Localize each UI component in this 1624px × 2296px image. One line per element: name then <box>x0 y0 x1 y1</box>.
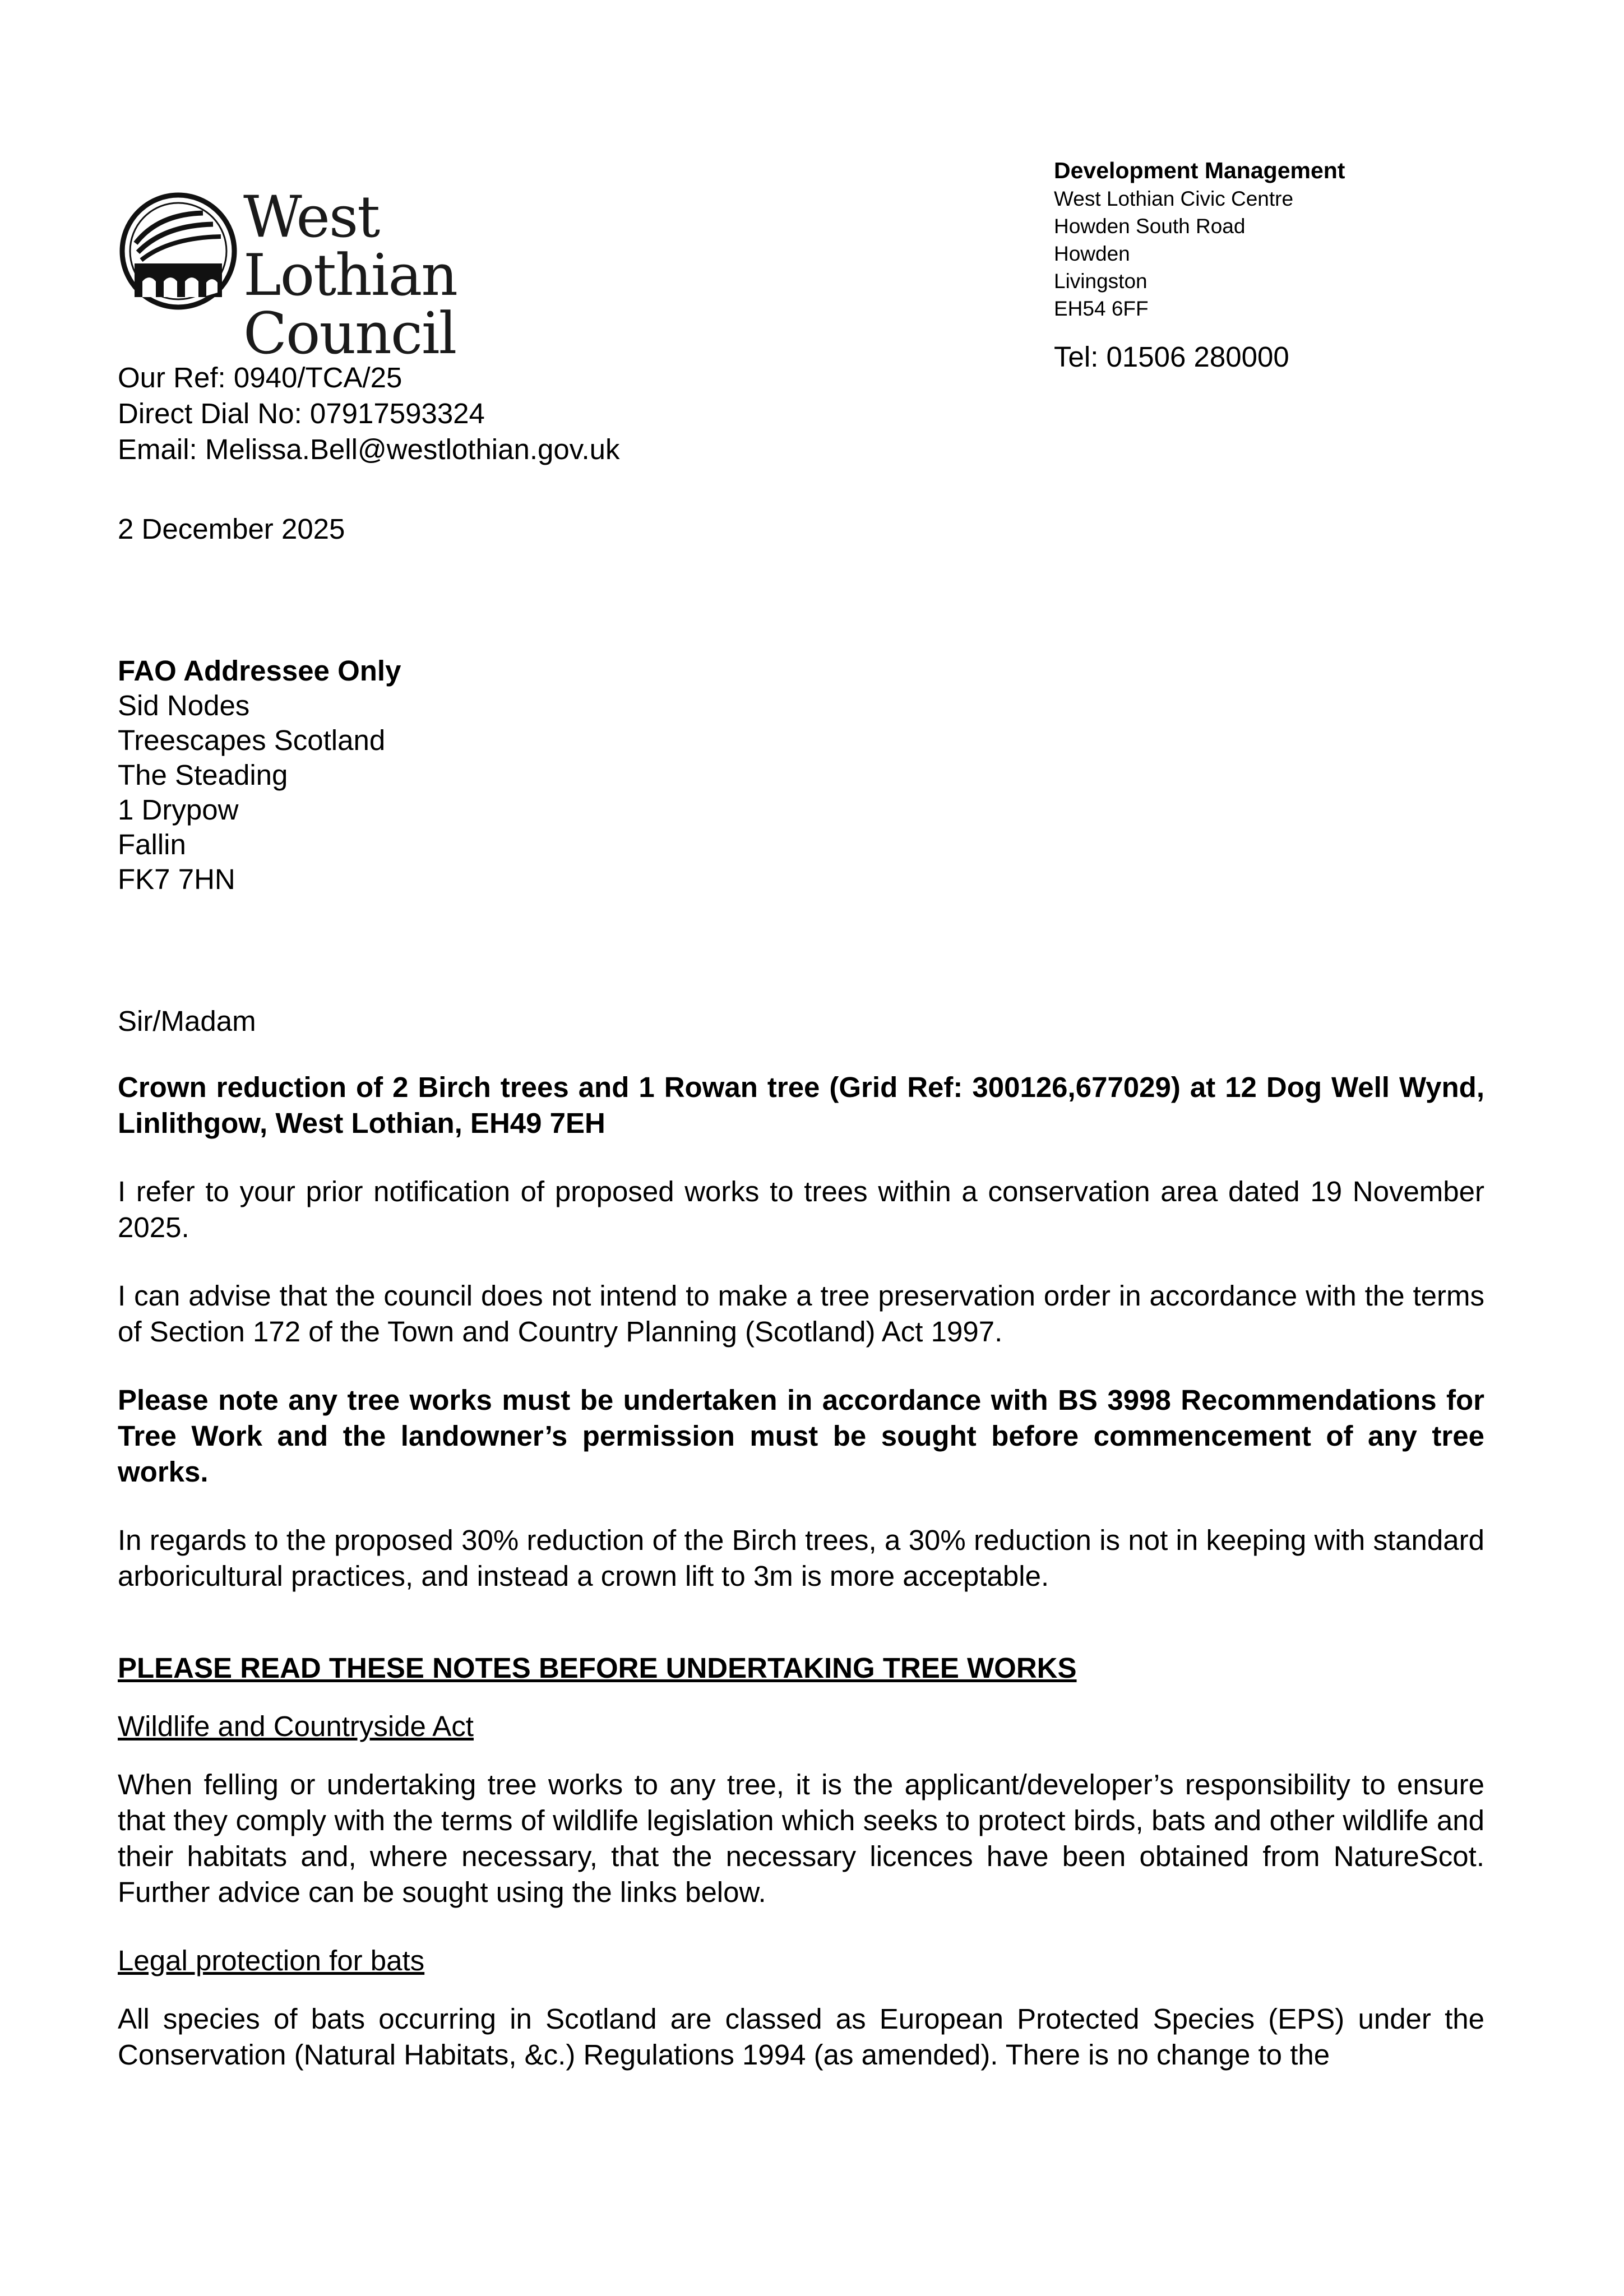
paragraph-birch-reduction: In regards to the proposed 30% reduction of the Birch trees, a 30% reduction is not in keeping with standard arboricultural practices, and instead a crown lift to 3m is more acceptable. <box>118 1524 1484 1592</box>
return-address <box>1054 156 1558 375</box>
bats-protection-heading: Legal protection for bats <box>118 1945 425 1976</box>
department-name: Development Management <box>1054 158 1345 183</box>
recipient-line: Fallin <box>118 828 186 860</box>
recipient-line: Sid Nodes <box>118 689 250 721</box>
logo-wordmark <box>243 184 580 367</box>
direct-dial: Direct Dial No: 07917593324 <box>118 397 485 429</box>
notes-heading: PLEASE READ THESE NOTES BEFORE UNDERTAKING TREE WORKS <box>118 1652 1077 1684</box>
reference-block <box>118 360 959 467</box>
fao-line: FAO Addressee Only <box>118 655 401 687</box>
recipient-line: 1 Drypow <box>118 794 239 826</box>
recipient-line: Treescapes Scotland <box>118 724 386 756</box>
subject-line: Crown reduction of 2 Birch trees and 1 Rowan tree (Grid Ref: 300126,677029) at 12 Dog Well Wynd, Linlithgow, West Lothian, EH49 7EH <box>118 1071 1484 1139</box>
telephone: Tel: 01506 280000 <box>1054 341 1289 373</box>
contact-email[interactable]: Email: Melissa.Bell@westlothian.gov.uk <box>118 433 620 465</box>
address-line: West Lothian Civic Centre <box>1054 187 1294 210</box>
wildlife-act-heading: Wildlife and Countryside Act <box>118 1710 474 1742</box>
address-line: EH54 6FF <box>1054 297 1149 320</box>
address-line: Livingston <box>1054 270 1148 293</box>
address-line: Howden South Road <box>1054 215 1246 238</box>
recipient-line: FK7 7HN <box>118 863 235 895</box>
wildlife-act-text: When felling or undertaking tree works to any tree, it is the applicant/developer’s responsibility to ensure that they comply with the terms of wildlife legislation which seeks to protect birds, bats and other wildlife and their habitats and, where necessary, that the necessary licences have been obtained from NatureScot. Further advice can be sought using the links below. <box>118 1769 1484 1908</box>
paragraph-notification: I refer to your prior notification of proposed works to trees within a conservation area dated 19 November 2025. <box>118 1175 1484 1243</box>
paragraph-tpo-decision: I can advise that the council does not intend to make a tree preservation order in accordance with the terms of Section 172 of the Town and Country Planning (Scotland) Act 1997. <box>118 1280 1484 1348</box>
council-logo <box>119 184 567 367</box>
letter-date: 2 December 2025 <box>118 513 345 545</box>
our-reference: Our Ref: 0940/TCA/25 <box>118 362 402 394</box>
address-line: Howden <box>1054 242 1130 265</box>
recipient-address <box>118 654 903 897</box>
logo-line-2: Council <box>243 300 456 367</box>
salutation: Sir/Madam <box>118 1005 256 1037</box>
letter-body <box>118 1070 1484 2073</box>
paragraph-bs3998-notice: Please note any tree works must be undertaken in accordance with BS 3998 Recommendations for Tree Work and the landowner’s permission must be sought before commencement of any tree works. <box>118 1384 1484 1488</box>
bats-protection-text: All species of bats occurring in Scotland are classed as European Protected Species (EPS) under the Conservation (Natural Habitats, &c.) Regulations 1994 (as amended). There is no change to the <box>118 2003 1484 2071</box>
recipient-line: The Steading <box>118 759 288 791</box>
council-emblem-icon <box>119 192 238 311</box>
logo-line-1: West Lothian <box>243 184 457 309</box>
